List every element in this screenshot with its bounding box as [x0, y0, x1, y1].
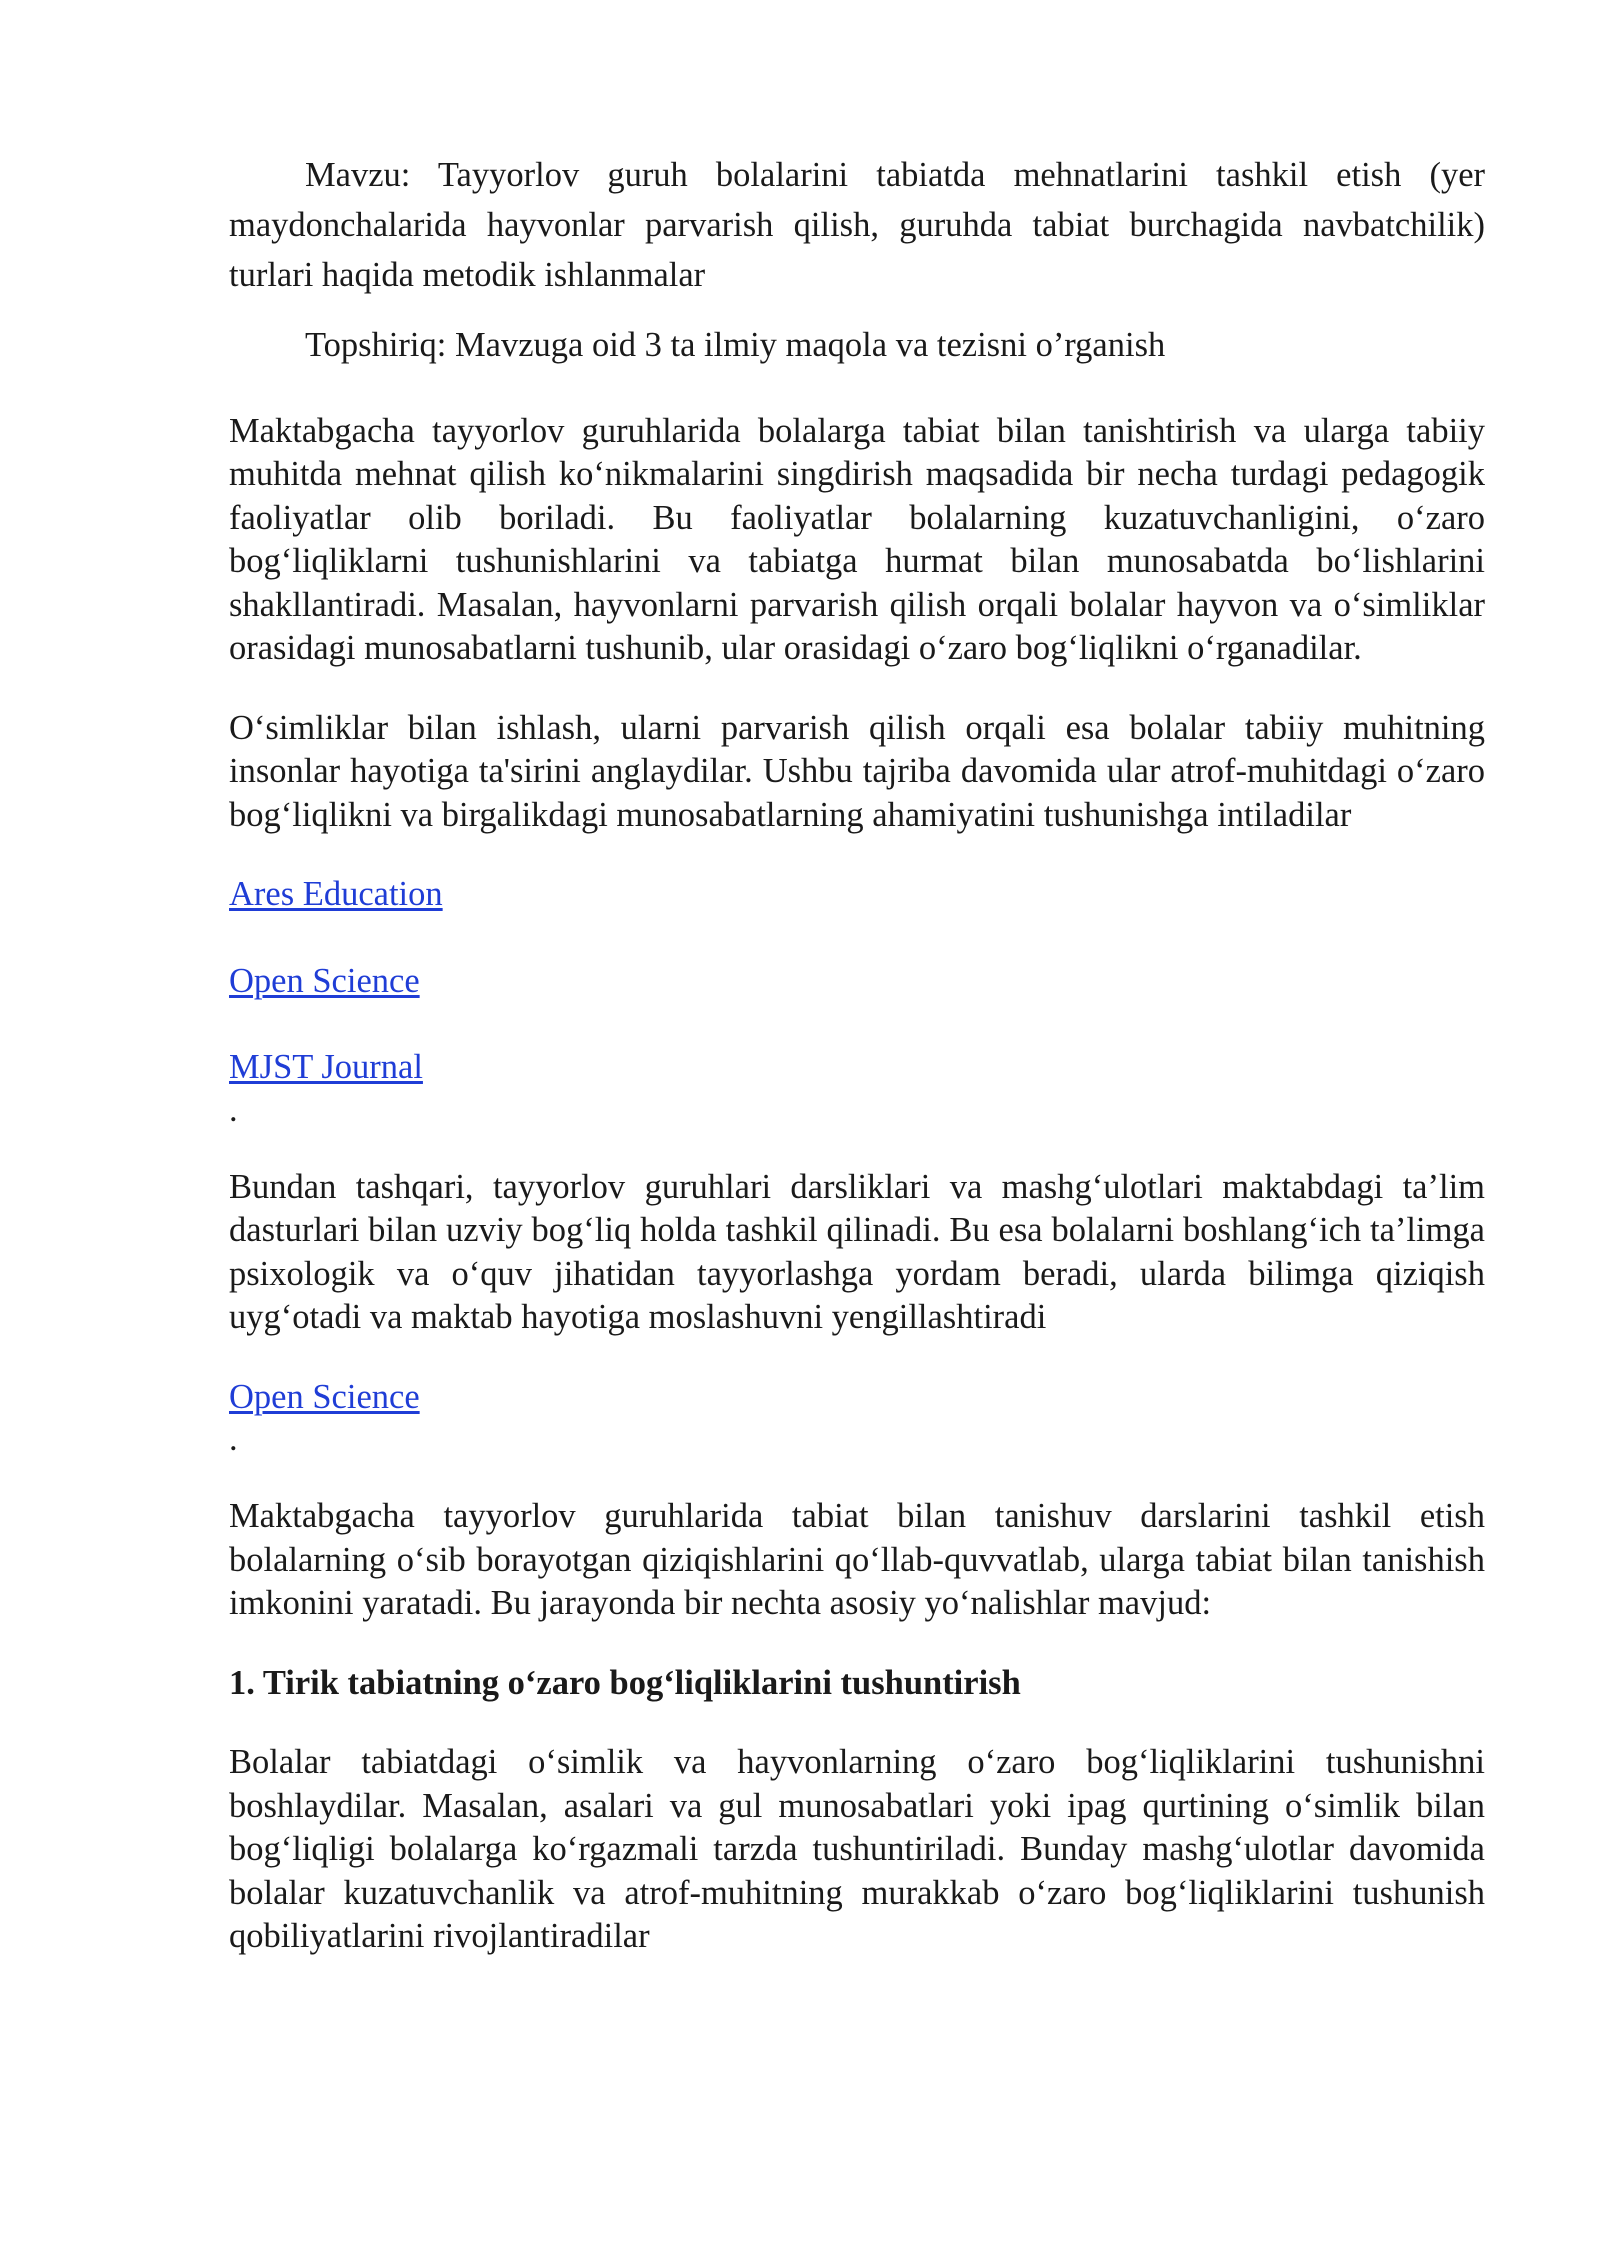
body-paragraph-4: Maktabgacha tayyorlov guruhlarida tabiat bilan tanishuv darslarini tashkil etish bolalarning o‘sib borayotgan qiziqishlarini qo‘llab-quvvatlab, ularga tabiat bilan tanishish imkonini yaratadi. Bu jarayonda bir nechta asosiy yo‘nalishlar mavjud:: [229, 1497, 1485, 1622]
separator-dot: .: [229, 1090, 238, 1129]
document-page: [229, 150, 1485, 1959]
body-paragraph-3: Bundan tashqari, tayyorlov guruhlari darsliklari va mashg‘ulotlari maktabdagi ta’lim dasturlari bilan uzviy bog‘liq holda tashkil qilinadi. Bu esa bolalarni boshlang‘ich ta’limga psixologik va o‘quv jihatidan tayyorlashga yordam beradi, ularda bilimga qiziqish uyg‘otadi va maktab hayotiga moslashuvni yengillashtiradi: [229, 1167, 1485, 1336]
section-heading-1: 1. Tirik tabiatning o‘zaro bog‘liqliklarini tushuntirish: [229, 1663, 1021, 1702]
link-row-open-science: [229, 960, 1485, 1004]
body-paragraph-5: Bolalar tabiatdagi o‘simlik va hayvonlarning o‘zaro bog‘liqliklarini tushunishni boshlaydilar. Masalan, asalari va gul munosabatlari yoki ipag qurtining o‘simlik bilan bog‘liqligi bolalarga ko‘rgazmali tarzda tushuntiriladi. Bunday mashg‘ulotlar davomida bolalar kuzatuvchanlik va atrof-muhitning murakkab o‘zaro bog‘liqliklarini tushunish qobiliyatlarini rivojlantiradilar: [229, 1743, 1485, 1955]
link-row-mjst: [229, 1046, 1485, 1090]
separator-dot-2: .: [229, 1420, 238, 1458]
topic-paragraph: Mavzu: Tayyorlov guruh bolalarini tabiatda mehnatlarini tashkil etish (yer maydonchalarida hayvonlar parvarish qilish, guruhda tabiat burchagida navbatchilik) turlari haqida metodik ishlanmalar: [229, 156, 1485, 294]
body-paragraph-2: O‘simliklar bilan ishlash, ularni parvarish qilish orqali esa bolalar tabiiy muhitning insonlar hayotiga ta'sirini anglaydilar. Ushbu tajriba davomida ular atrof-muhitdagi o‘zaro bog‘liqlikni va birgalikdagi munosabatlarning ahamiyatini tushunishga intiladilar: [229, 708, 1485, 834]
link-open-science[interactable]: Open Science: [229, 961, 420, 1000]
task-paragraph: Topshiriq: Mavzuga oid 3 ta ilmiy maqola va tezisni o’rganish: [305, 326, 1166, 364]
link-mjst-journal[interactable]: MJST Journal: [229, 1048, 423, 1086]
link-row-ares: [229, 873, 1485, 917]
link-open-science-2[interactable]: Open Science: [229, 1377, 420, 1416]
link-row-open-science-2: [229, 1376, 1485, 1420]
body-paragraph-1: Maktabgacha tayyorlov guruhlarida bolalarga tabiat bilan tanishtirish va ularga tabiiy muhitda mehnat qilish ko‘nikmalarini singdirish maqsadida bir necha turdagi pedagogik faoliyatlar olib boriladi. Bu faoliyatlar bolalarning kuzatuvchanligini, o‘zaro bog‘liqliklarni tushunishlarini va tabiatga hurmat bilan munosabatda bo‘lishlarini shakllantiradi. Masalan, hayvonlarni parvarish qilish orqali bolalar hayvon va o‘simliklar orasidagi munosabatlarni tushunib, ular orasidagi o‘zaro bog‘liqlikni o‘rganadilar.: [229, 411, 1485, 667]
link-ares-education[interactable]: Ares Education: [229, 875, 443, 913]
